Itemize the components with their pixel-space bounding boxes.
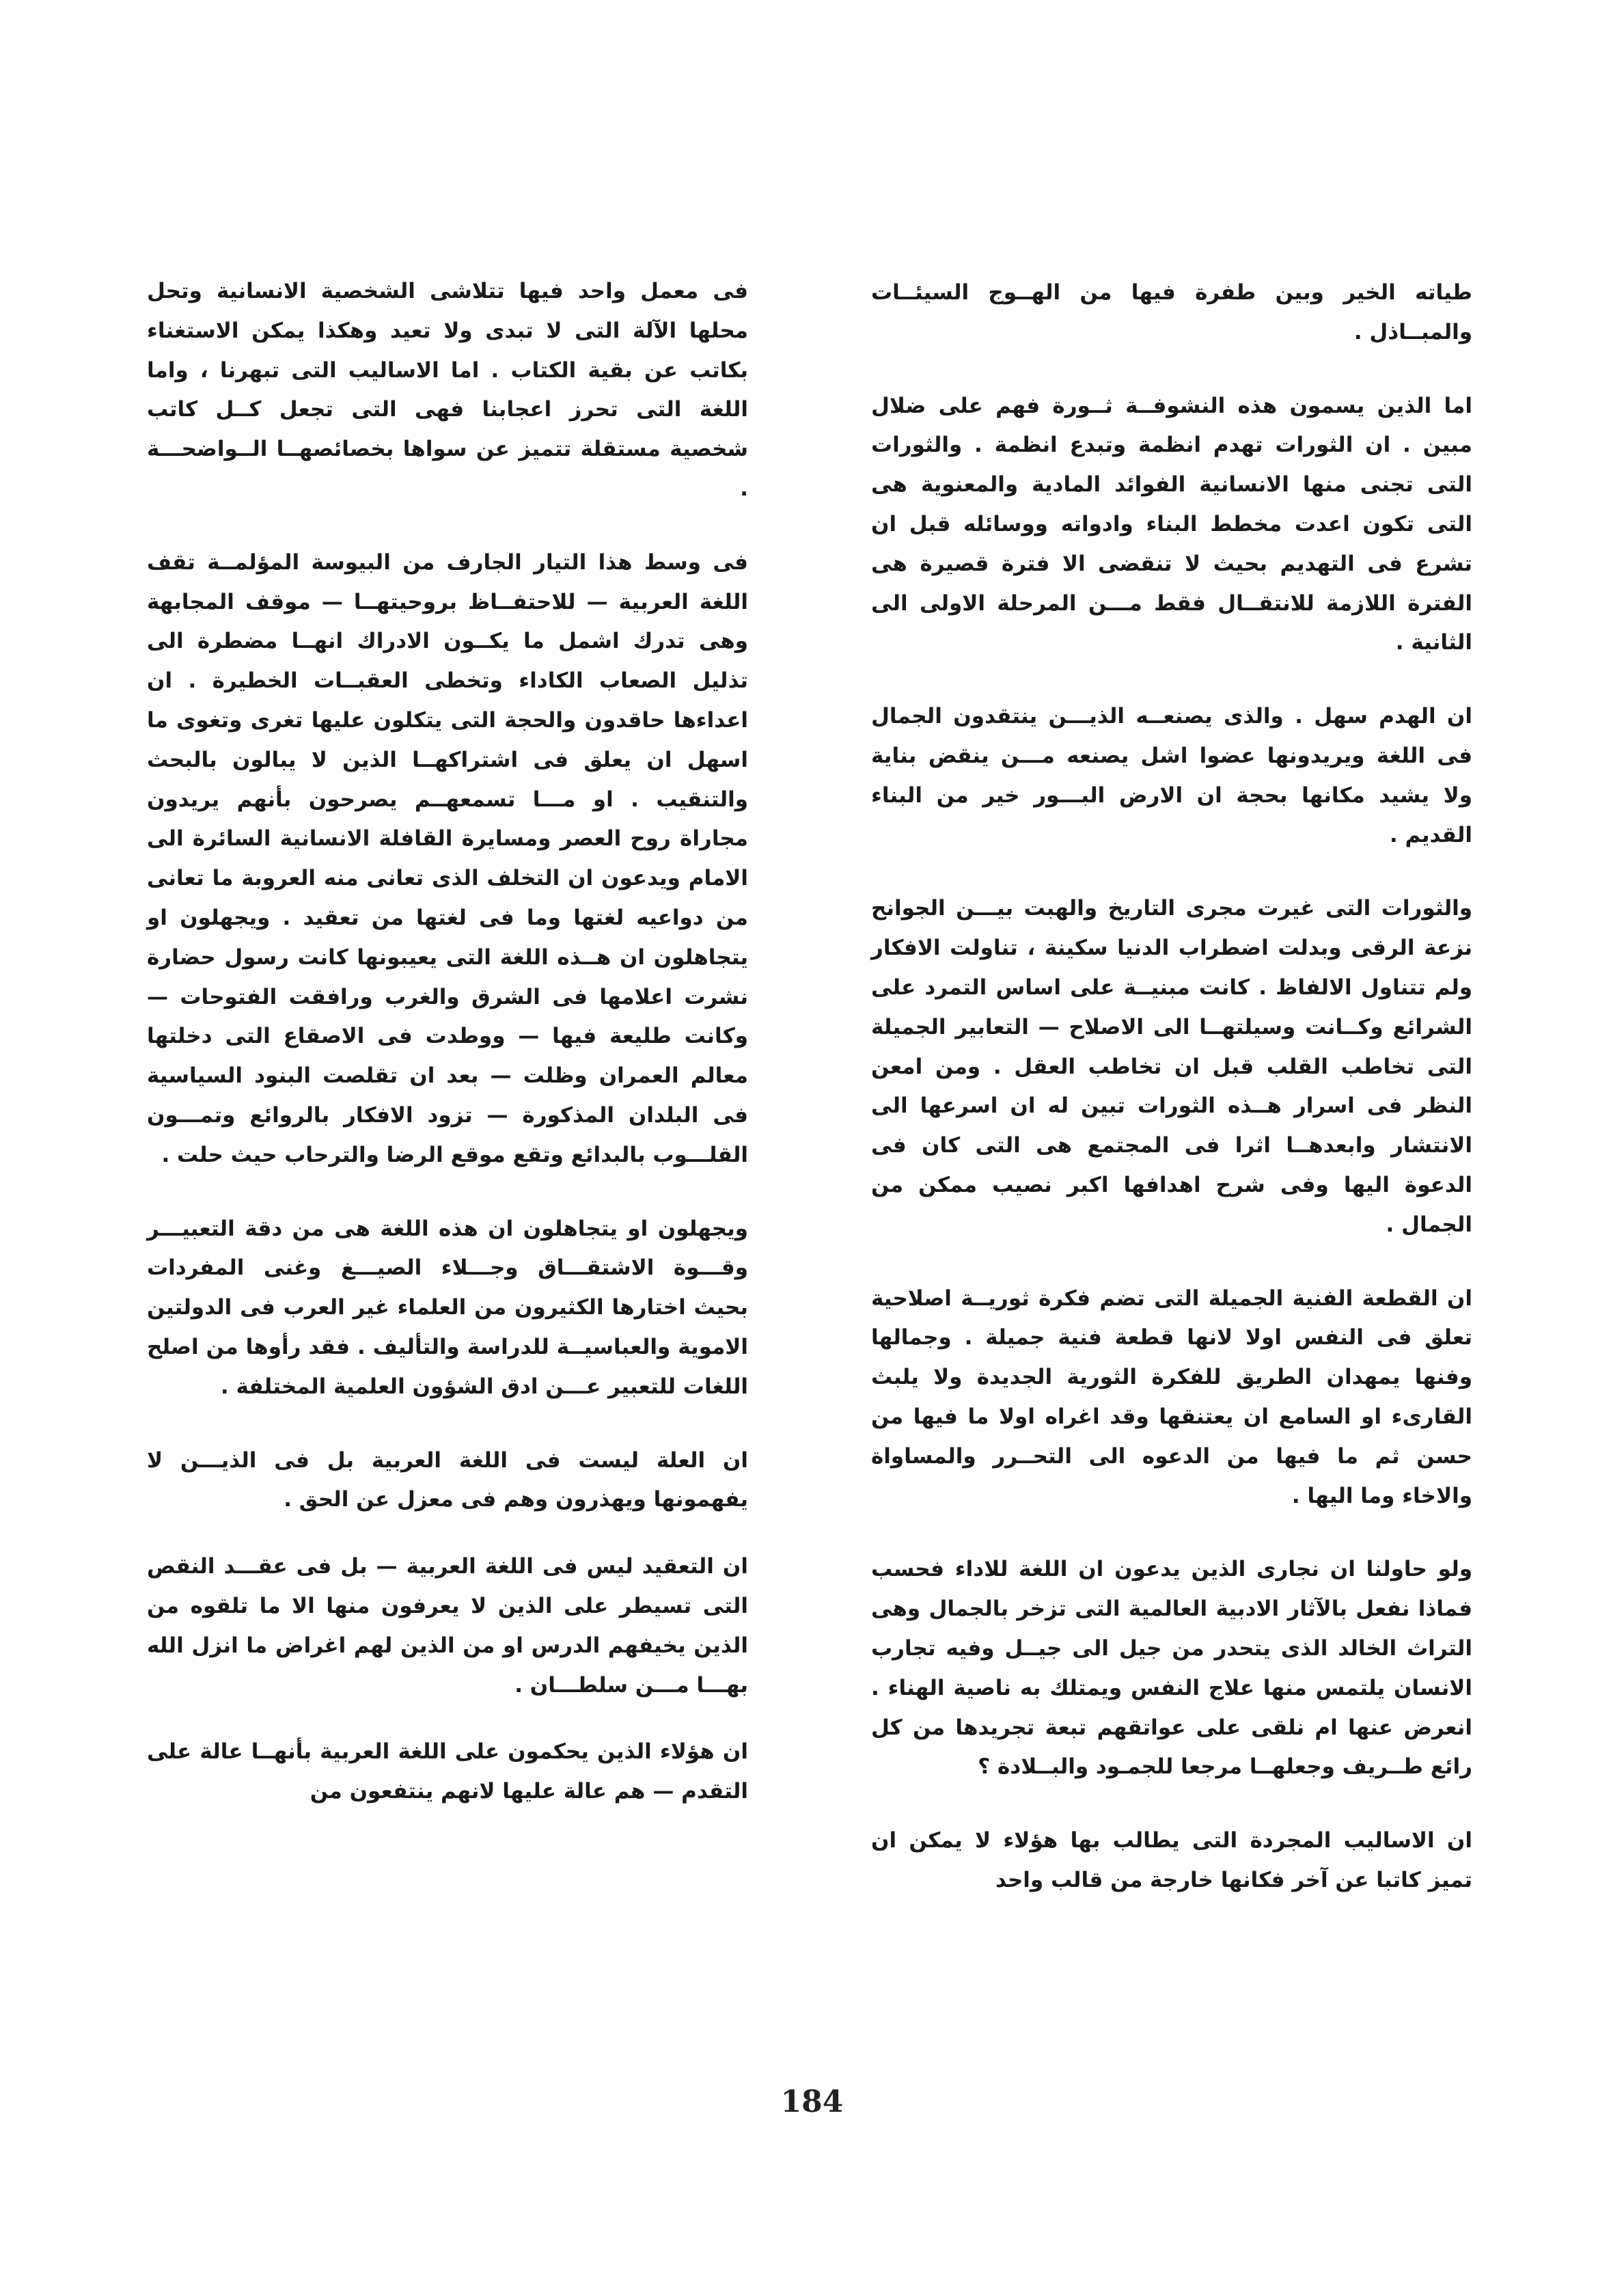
paragraph: ان العلة ليست فى اللغة العربية بل فى الذيـــن لا يفهمونها ويهذرون وهم فى معزل عن الحق .: [147, 1447, 748, 1512]
paragraph: فى وسط هذا التيار الجارف من البيوسة المؤلمــة تقف اللغة العربية — للاحتفــاظ بروحيتهــا — موقف المجابهة وهى تدرك اشمل ما يكــون الادراك انهــا مضطرة الى تذليل الصعاب الكاداء وتخطى العقبــات الخطيرة . ان اعداءها حاقدون والحجة التى يتكلون عليها تغرى وتغوى ما اسهل ان يعلق فى اشتراكهــا الذين لا يبالون بالبحث والتنقيب . او مـــا تسمعهــم يصرحون بأنهم يريدون مجاراة روح العصر ومسايرة القافلة الانسانية السائرة الى الامام ويدعون ان التخلف الذى تعانى منه العروبة ما تعانى من دواعيه لغتها وما فى لغتها من تعقيد . ويجهلون او يتجاهلون ان هــذه اللغة التى يعيبونها كانت رسول حضارة نشرت اعلامها فى الشرق والغرب ورافقت الفتوحات — وكانت طليعة فيها — ووطدت فى الاصقاع التى دخلتها معالم العمران وظلت — بعد ان تقلصت البنود السياسية فى البلدان المذكورة — تزود الافكار بالروائع وتمـــون القلـــوب بالبدائع وتقع موقع الرضا والترحاب حيث حلت .: [147, 549, 748, 1167]
paragraph: ولو حاولنا ان نجارى الذين يدعون ان اللغة للاداء فحسب فماذا نفعل بالآثار الادبية العالمية التى تزخر بالجمال وهى التراث الخالد الذى يتحدر من جيل الى جيــل وفيه تجارب الانسان يلتمس منها علاج النفس ويمتلك به ناصية الهناء . انعرض عنها ام نلقى على عواتقهم تبعة تجريدها من كل رائع طــريف وجعلهــا مرجعا للجمـود والبــلادة ؟: [871, 1557, 1472, 1780]
page-number: 184: [780, 2084, 844, 2119]
paragraph: طياته الخير وبين طفرة فيها من الهــوج السيئــات والمبــاذل .: [871, 280, 1472, 344]
paragraph: ان التعقيد ليس فى اللغة العربية — بل فى عقـــد النقص التى تسيطر على الذين لا يعرفون منها الا ما تلقوه من الذين يخيفهم الدرس او من الذين لهم اغراض ما انزل الله بهـــا مـــن سلطـــان .: [147, 1554, 748, 1698]
paragraph: والثورات التى غيرت مجرى التاريخ والهبت بيـــن الجوانح نزعة الرقى وبدلت اضطراب الدنيا سكينة ، تناولت الافكار ولم تتناول الالفاظ . كانت مبنيــة على اساس التمرد على الشرائع وكــانت وسيلتهــا الى الاصلاح — التعابير الجميلة التى تخاطب القلب قبل ان تخاطب العقل . ومن امعن النظر فى اسرار هــذه الثورات تبين له ان اسرعها الى الانتشار وابعدهــا اثرا فى المجتمع هى التى كان فى الدعوة اليها وفى شرح اهدافها اكبر نصيب ممكن من الجمال .: [871, 896, 1472, 1237]
paragraph: ويجهلون او يتجاهلون ان هذه اللغة هى من دقة التعبيـــر وقـــوة الاشتقـــاق وجـــلاء الصيـــغ وغنى المفردات بحيث اختارها الكثيرون من العلماء غير العرب فى الدولتين الاموية والعباسيــة للدراسة والتأليف . فقد رأوها من اصلح اللغات للتعبير عـــن ادق الشؤون العلمية المختلفة .: [147, 1216, 748, 1399]
paragraph: ان هؤلاء الذين يحكمون على اللغة العربية بأنهــا عالة على التقدم — هم عالة عليها لانهم ينتفعون من: [147, 1739, 748, 1804]
paragraph: ان الاساليب المجردة التى يطالب بها هؤلاء لا يمكن ان تميز كاتبا عن آخر فكانها خارجة من قالب واحد: [871, 1828, 1472, 1892]
left-column: [147, 272, 748, 1846]
paragraph: ان القطعة الفنية الجميلة التى تضم فكرة ثوريــة اصلاحية تعلق فى النفس اولا لانها قطعة فنية جميلة . وجمالها وفنها يمهدان الطريق للفكرة الثورية الجديدة ولا يلبث القارىء او السامع ان يعتنقها وقد اغراه اولا ما فيها من حسن ثم ما فيها من الدعوه الى التحــرر والمساواة والاخاء وما اليها .: [871, 1286, 1472, 1508]
paragraph: اما الذين يسمون هذه النشوفــة ثــورة فهم على ضلال مبين . ان الثورات تهدم انظمة وتبدع انظمة . والثورات التى تجنى منها الانسانية الفوائد المادية والمعنوية هى التى تكون اعدت مخطط البناء وادواته ووسائله قبل ان تشرع فى التهديم بحيث لا تنقضى الا فترة قصيرة هى الفترة اللازمة للانتقــال فقط مـــن المرحلة الاولى الى الثانية .: [871, 393, 1472, 655]
paragraph: فى معمل واحد فيها تتلاشى الشخصية الانسانية وتحل محلها الآلة التى لا تبدى ولا تعيد وهكذا يمكن الاستغناء بكاتب عن بقية الكتاب . اما الاساليب التى تبهرنا ، واما اللغة التى تحرز اعجابنا فهى التى تجعل كــل كاتب شخصية مستقلة تتميز عن سواها بخصائصهــا الــواضحـــة .: [147, 279, 748, 501]
paragraph: ان الهدم سهل . والذى يصنعــه الذيـــن ينتقدون الجمال فى اللغة ويريدونها عضوا اشل يصنعه مـــن ينقض بناية ولا يشيد مكانها بحجة ان الارض البـــور خير من البناء القديم .: [871, 704, 1472, 847]
right-column: [871, 273, 1472, 1935]
